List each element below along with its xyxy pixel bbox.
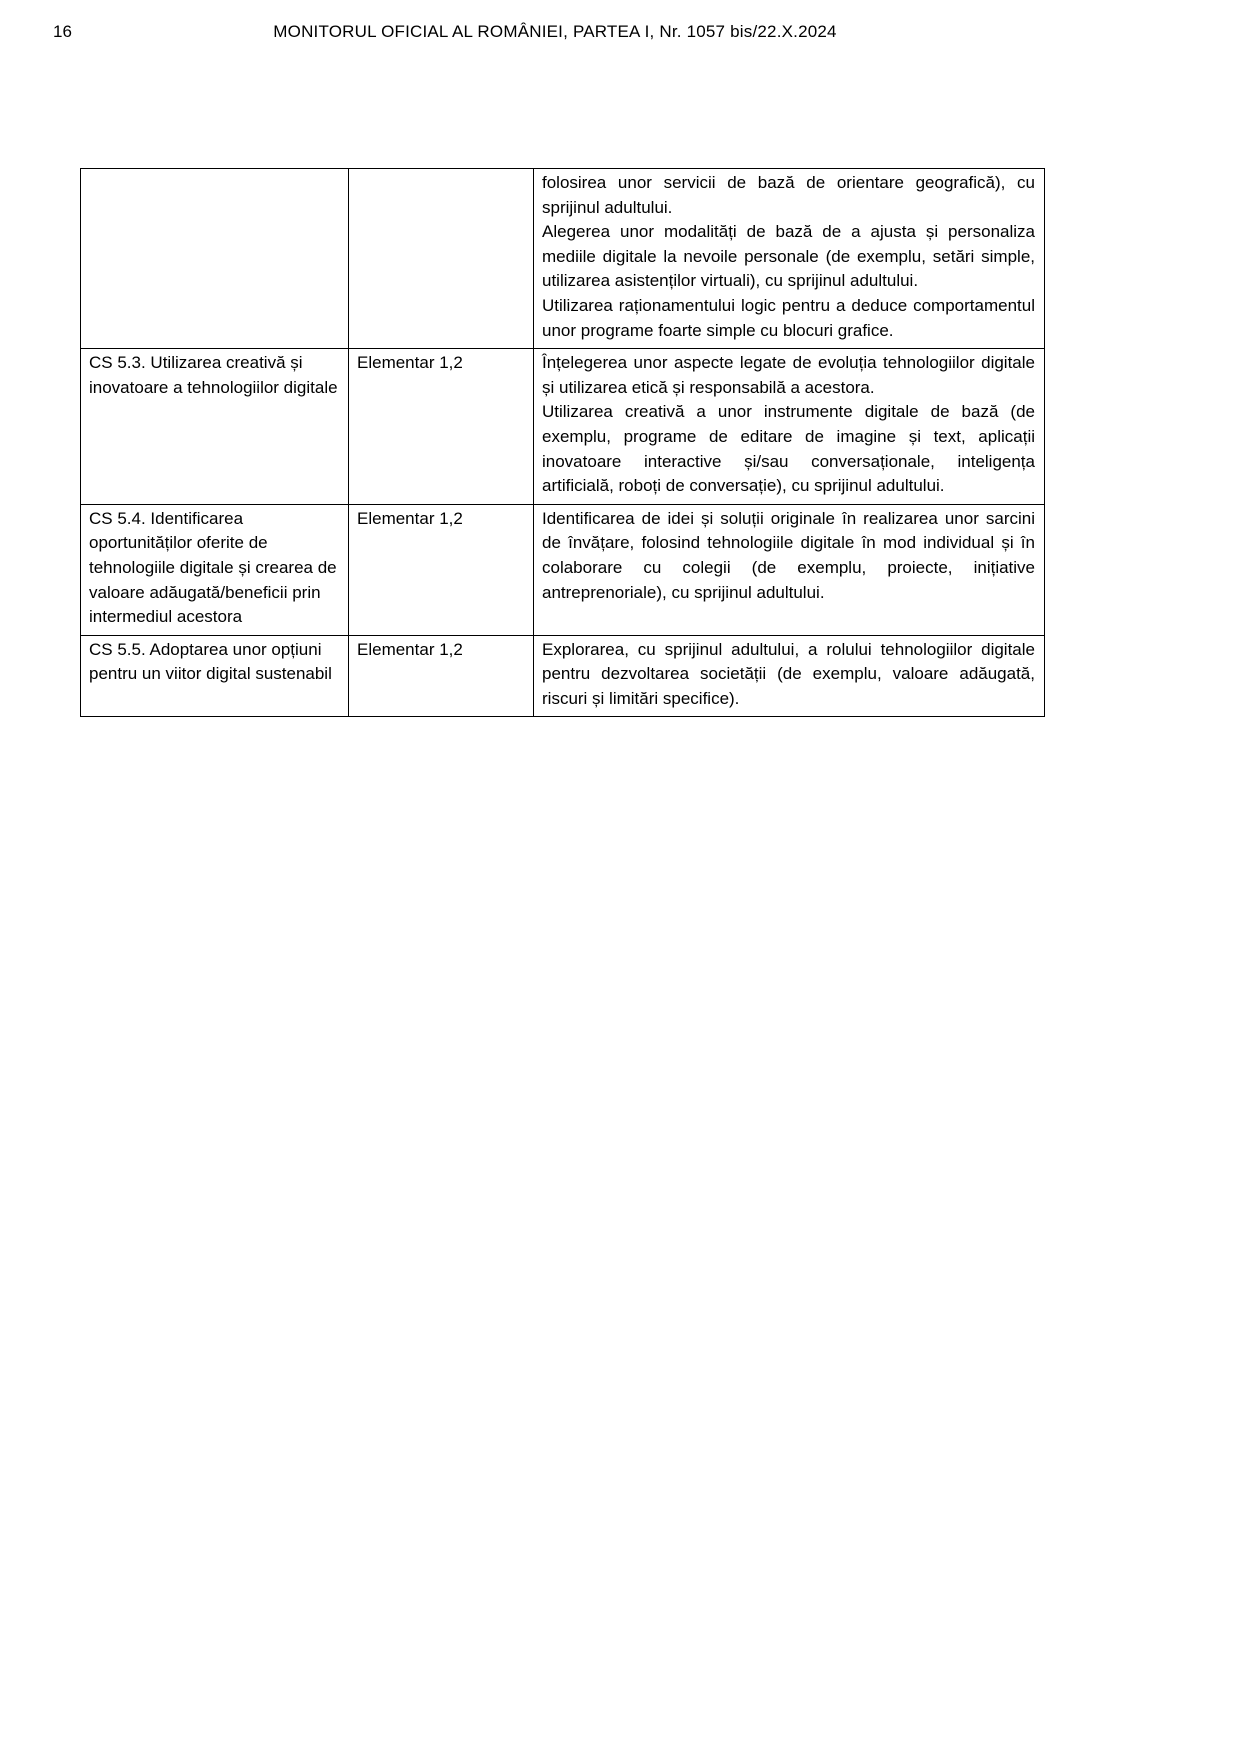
table-row	[81, 504, 1045, 635]
description-paragraph: Înțelegerea unor aspecte legate de evoluția tehnologiilor digitale și utilizarea etică și responsabilă a acestora.	[542, 353, 1035, 397]
level-cell	[349, 169, 534, 349]
page-number: 16	[53, 22, 72, 41]
description-cell	[534, 504, 1045, 635]
description-paragraph: folosirea unor servicii de bază de orientare geografică), cu sprijinul adultului.	[542, 173, 1035, 217]
description-cell	[534, 169, 1045, 349]
level-cell: Elementar 1,2	[349, 635, 534, 717]
description-paragraph: Utilizarea creativă a unor instrumente digitale de bază (de exemplu, programe de editare de imagine și text, aplicații inovatoare interactive și/sau conversaționale, inteligența artificială, roboți de conversație), cu sprijinul adultului.	[542, 402, 1035, 496]
level-cell: Elementar 1,2	[349, 349, 534, 505]
header-title: MONITORUL OFICIAL AL ROMÂNIEI, PARTEA I, Nr. 1057 bis/22.X.2024	[273, 22, 837, 41]
table-row	[81, 635, 1045, 717]
competency-cell: CS 5.3. Utilizarea creativă și inovatoare a tehnologiilor digitale	[81, 349, 349, 505]
competency-cell	[81, 169, 349, 349]
competency-cell: CS 5.5. Adoptarea unor opțiuni pentru un viitor digital sustenabil	[81, 635, 349, 717]
description-cell	[534, 349, 1045, 505]
description-paragraph: Alegerea unor modalități de bază de a ajusta și personaliza mediile digitale la nevoile personale (de exemplu, setări simple, utilizarea asistenților virtuali), cu sprijinul adultului.	[542, 222, 1035, 291]
table-row	[81, 349, 1045, 505]
description-paragraph: Explorarea, cu sprijinul adultului, a rolului tehnologiilor digitale pentru dezvoltarea societății (de exemplu, valoare adăugată, riscuri și limitări specifice).	[542, 639, 1035, 708]
table-row	[81, 169, 1045, 349]
competency-table	[80, 168, 1045, 717]
description-paragraph: Utilizarea raționamentului logic pentru a deduce comportamentul unor programe foarte simple cu blocuri grafice.	[542, 295, 1035, 340]
description-cell	[534, 635, 1045, 717]
competency-cell: CS 5.4. Identificarea oportunităților oferite de tehnologiile digitale și crearea de valoare adăugată/beneficii prin intermediul acestora	[81, 504, 349, 635]
description-paragraph: Identificarea de idei și soluții originale în realizarea unor sarcini de învățare, folosind tehnologiile digitale în mod individual și în colaborare cu colegii (de exemplu, proiecte, inițiative antreprenoriale), cu sprijinul adultului.	[542, 508, 1035, 602]
level-cell: Elementar 1,2	[349, 504, 534, 635]
